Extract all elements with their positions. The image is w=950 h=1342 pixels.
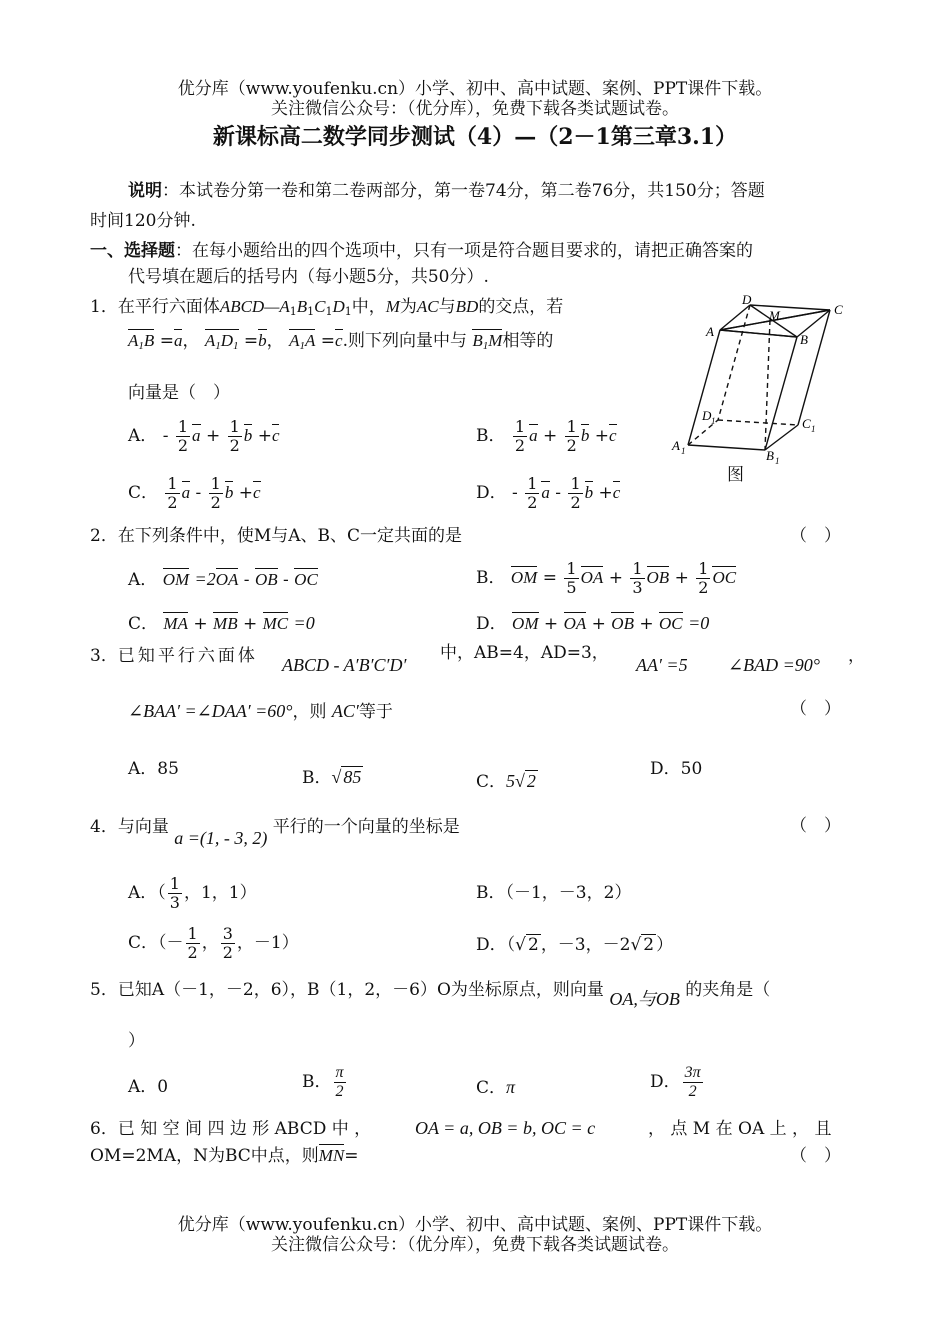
q1-sub: 1 [344, 305, 352, 318]
radicand: 2 [643, 935, 655, 955]
parallelepiped-figure [660, 290, 860, 490]
fraction [565, 418, 579, 455]
edge [720, 305, 750, 330]
q3-line-1 [90, 645, 258, 667]
vector-a: a [192, 426, 201, 445]
q1-bd: BD [455, 297, 479, 316]
q3-ac: AC′ [331, 701, 359, 721]
vec-sub: 1 [233, 340, 239, 352]
vector-a: a [529, 426, 538, 445]
vector-a: a [541, 483, 550, 502]
vector-mb: MB [213, 614, 238, 633]
q1-line-1 [90, 296, 563, 323]
coefficient: 5 [506, 771, 516, 791]
edge [750, 305, 830, 310]
plus-sign: + [205, 426, 221, 446]
label-a1: A [672, 438, 680, 453]
q2-stem [90, 525, 462, 547]
fraction [564, 560, 578, 597]
vector-oc: OC [659, 614, 683, 633]
q1-option-c [128, 475, 261, 512]
vector-oc: OC [712, 568, 737, 587]
edge [765, 425, 798, 450]
q6-stem-c: OM=2MA，N为BC中点，则 [90, 1146, 319, 1166]
denominator: 2 [570, 493, 581, 512]
vector-b: b [243, 426, 253, 445]
fraction [513, 418, 527, 455]
vec-part: A [304, 331, 316, 350]
hidden-edge [765, 320, 770, 450]
vector-a1d1 [205, 329, 239, 350]
denominator: 3 [169, 893, 180, 912]
option-label: A． [128, 570, 158, 590]
numerator: 1 [527, 474, 538, 493]
intro-text-1: ：本试卷分第一卷和第二卷两部分，第一卷74分，第二卷76分，共150分；答题 [162, 181, 765, 201]
q1-option-b [476, 418, 617, 455]
vector-b: b [584, 483, 594, 502]
minus-sign: - [555, 483, 562, 503]
vector-a: a [181, 483, 191, 502]
option-end: ） [656, 935, 674, 955]
q1-line-2 [128, 330, 553, 357]
sqrt: √ 2 [515, 935, 539, 955]
equals: = [159, 331, 174, 351]
q4-option-b: B．（－1，－3，2） [476, 883, 632, 903]
q5-close: ） [128, 1031, 145, 1051]
header-line-2: 关注微信公众号：（优分库），免费下载各类试题试卷。 [271, 99, 679, 119]
minus-sign: - [162, 426, 169, 446]
label-b1-sub: 1 [775, 456, 780, 466]
equals-two: =2 [194, 569, 216, 589]
radicand: 2 [527, 935, 539, 955]
q1-option-a [128, 418, 279, 455]
q2-answer-paren: （ ） [790, 526, 841, 546]
vector-ob: OB [254, 570, 278, 589]
q1-solid: ABCD—A [219, 297, 290, 316]
option-label: D．（ [476, 935, 516, 955]
q3-angle-bad: ∠BAD =90° [728, 655, 820, 675]
vec-part: B [143, 331, 155, 350]
edge [765, 337, 797, 450]
equals: = [243, 331, 259, 351]
fraction [176, 418, 190, 455]
q1-option-d [476, 475, 620, 512]
q1-sub: 1 [325, 305, 333, 318]
vec-sub: 1 [299, 340, 305, 352]
numerator: 3π [684, 1064, 701, 1081]
option-mid: ，－3，－2 [540, 935, 631, 955]
numerator: 1 [632, 559, 643, 578]
q3-angle-baa: ∠BAA′ =∠DAA′ =60° [128, 701, 293, 721]
q6-answer-paren: （ ） [790, 1146, 841, 1166]
vector-mn: MN [318, 1146, 345, 1165]
denominator: 2 [688, 1083, 697, 1100]
q1-line-3: 向量是（ ） [128, 383, 230, 403]
q1-solid-c: C [314, 297, 326, 316]
vec-part: B [472, 331, 483, 350]
q1-stem-f: .则下列向量中与 [342, 331, 467, 351]
plus-sign: + [608, 568, 623, 588]
numerator: 1 [169, 874, 180, 893]
vec-sub: 1 [138, 340, 144, 352]
fraction [186, 925, 200, 962]
q3-option-a: A．85 [128, 759, 179, 779]
fraction [525, 475, 539, 512]
fraction [630, 560, 644, 597]
vector-c: c [335, 331, 343, 350]
q3-answer-paren: （ ） [790, 699, 841, 719]
q1-solid-d: D [332, 297, 345, 316]
option-label: B． [302, 768, 332, 788]
intro-line-2: 时间120分钟. [90, 211, 196, 231]
numerator: 1 [566, 559, 577, 578]
vector-c: c [253, 483, 261, 502]
option-label: D． [650, 1072, 681, 1092]
vector-om: OM [510, 568, 538, 587]
fraction [165, 475, 179, 512]
vec-sub: 1 [215, 340, 221, 352]
fraction [568, 475, 582, 512]
denominator: 2 [167, 493, 178, 512]
q4-stem-a: 与向量 [117, 817, 169, 837]
label-c: C [834, 302, 843, 317]
q1-m: M [385, 297, 400, 316]
fraction [221, 925, 235, 962]
vec-part: D [220, 331, 234, 350]
q3-comma: ， [848, 646, 865, 666]
numerator: 1 [514, 417, 526, 436]
vec-part: A [204, 331, 216, 350]
q2-number: 2． [90, 526, 118, 546]
hidden-edge [718, 305, 750, 420]
q5-option-a: A．0 [128, 1077, 169, 1097]
header-line-1: 优分库（www.youfenku.cn）小学、初中、高中试题、案例、PPT课件下载。 [177, 79, 773, 99]
sqrt: √ 2 [630, 935, 655, 955]
q3-number: 3． [90, 646, 118, 666]
section-label: 一、选择题 [90, 241, 175, 261]
plus-sign: + [543, 614, 559, 634]
q3-line-2 [128, 700, 393, 723]
q4-option-c [128, 925, 299, 962]
vector-c: c [271, 426, 280, 445]
q1-number: 1． [90, 297, 118, 317]
q4-answer-paren: （ ） [790, 816, 841, 836]
option-label: D． [476, 483, 507, 503]
vector-b1m [472, 329, 502, 350]
vector-ob: OB [646, 568, 670, 587]
plus-sign: + [193, 614, 208, 634]
fraction [228, 418, 242, 455]
q1-stem-d: 与 [438, 297, 456, 317]
fraction [696, 560, 710, 597]
intro-label: 说明 [128, 181, 162, 201]
option-label: A．（ [128, 883, 166, 903]
label-c1: C [802, 416, 811, 431]
minus-sign: - [243, 570, 250, 590]
q4-vector: a =(1, - 3, 2) [174, 828, 268, 848]
section-line-1 [90, 240, 753, 262]
numerator: 1 [570, 474, 581, 493]
equals: = [320, 331, 336, 351]
figure-caption: 图 [727, 465, 744, 485]
q3-stem-c: ，则 [292, 702, 327, 722]
footer-line-1: 优分库（www.youfenku.cn）小学、初中、高中试题、案例、PPT课件下载。 [177, 1215, 773, 1235]
option-rest: ，－1） [236, 933, 299, 953]
equals: = [344, 1146, 359, 1166]
option-label: C． [128, 483, 159, 503]
vec-part: A [289, 331, 300, 350]
radicand: 85 [343, 767, 362, 787]
denominator: 2 [210, 493, 221, 512]
option-rest: ，1，1） [183, 883, 257, 903]
option-label: C．（－ [128, 933, 184, 953]
vector-b: b [258, 331, 267, 350]
q5-stem-b: 的夹角是（ [685, 980, 771, 1000]
comma: ， [201, 933, 219, 953]
edge [798, 310, 830, 425]
q5-vectors: OA,与OB [609, 989, 680, 1009]
q4-option-d [476, 934, 673, 956]
equals-zero-vector: =0 [688, 613, 710, 633]
vec-part: M [488, 331, 503, 350]
numerator: 1 [210, 474, 221, 493]
vector-oa: OA [580, 568, 604, 587]
option-label: B． [302, 1072, 332, 1092]
vector-a: a [173, 331, 183, 350]
denominator: 2 [527, 493, 538, 512]
pi: π [506, 1077, 516, 1097]
equals-zero-vector: =0 [293, 613, 315, 633]
plus-sign: + [594, 426, 609, 446]
q3-aa: AA′ =5 [636, 655, 688, 675]
comma: ， [266, 331, 284, 351]
q6-stem-b: ， 点 M 在 OA 上 ， 且 [648, 1119, 832, 1139]
vector-ma: MA [163, 614, 188, 633]
plus-sign: + [238, 483, 254, 503]
vec-sub: 1 [482, 340, 489, 352]
plus-sign: + [591, 614, 606, 634]
vec-part: A [128, 331, 139, 350]
denominator: 2 [177, 436, 189, 455]
denominator: 2 [566, 436, 577, 455]
q5-stem [90, 978, 771, 1009]
q5-option-b [302, 1064, 348, 1101]
numerator: 1 [177, 417, 189, 436]
denominator: 2 [514, 436, 526, 455]
label-d1-sub: 1 [711, 416, 716, 426]
q2-option-d [476, 612, 709, 635]
edge [688, 445, 765, 450]
option-label: B． [476, 568, 506, 588]
q1-stem-a: 在平行六面体 [117, 297, 220, 317]
q1-sub: 1 [307, 305, 315, 318]
equals: = [542, 568, 558, 588]
radicand: 2 [526, 771, 536, 791]
q5-number: 5． [90, 980, 118, 1000]
intro-line-1 [128, 180, 765, 202]
option-label: D． [476, 614, 507, 634]
vector-oa: OA [563, 614, 587, 633]
plus-sign: + [257, 426, 272, 446]
vector-oc: OC [294, 570, 318, 589]
q3-solid: ABCD - A′B′C′D′ [282, 655, 407, 675]
numerator: π [335, 1064, 344, 1081]
fraction [683, 1064, 703, 1101]
sqrt: 5√ 2 [506, 771, 536, 791]
vector-c: c [609, 426, 617, 445]
label-b1: B [766, 448, 774, 463]
q1-ac: AC [416, 297, 439, 316]
q3-stem-a: 已知平行六面体 [117, 646, 258, 666]
plus-sign: + [543, 426, 558, 446]
q2-option-c [128, 612, 315, 635]
comma: ， [182, 331, 200, 351]
q6-number: 6． [90, 1119, 118, 1139]
q4-stem-b: 平行的一个向量的坐标是 [272, 817, 460, 837]
q1-stem-b: 中， [351, 297, 386, 317]
edge [688, 330, 720, 445]
vector-oa: OA [215, 570, 239, 589]
numerator: 1 [187, 924, 198, 943]
vector-a1b [128, 329, 154, 350]
denominator: 2 [229, 436, 240, 455]
label-c1-sub: 1 [811, 424, 816, 434]
minus-sign: - [512, 483, 518, 503]
denominator: 3 [632, 578, 643, 597]
fraction [209, 475, 223, 512]
vector-c: c [612, 483, 621, 502]
q1-solid-b: B [296, 297, 308, 316]
fraction [334, 1064, 346, 1101]
numerator: 1 [698, 559, 709, 578]
q4-option-a [128, 875, 257, 912]
label-a1-sub: 1 [681, 446, 686, 456]
plus-sign: + [674, 568, 689, 588]
q5-option-c [476, 1076, 515, 1099]
q1-stem-e: 的交点，若 [478, 297, 564, 317]
denominator: 2 [187, 943, 198, 962]
footer-line-2: 关注微信公众号：（优分库），免费下载各类试题试卷。 [271, 1235, 679, 1255]
label-d: D [742, 292, 752, 307]
q1-stem-c: 为 [399, 297, 417, 317]
option-label: C． [476, 772, 507, 792]
q4-number: 4． [90, 817, 118, 837]
edge [720, 330, 797, 337]
section-text-1: ：在每小题给出的四个选项中，只有一项是符合题目要求的，请把正确答案的 [175, 241, 753, 261]
q6-line-1 [90, 1118, 371, 1140]
q3-stem-d: 等于 [358, 702, 393, 722]
option-label: A． [128, 426, 158, 446]
q2-option-a [128, 568, 318, 591]
page-title: 新课标高二数学同步测试（4）—（2－1第三章3.1） [212, 124, 738, 150]
sqrt: √ 85 [331, 767, 362, 787]
vector-om: OM [162, 570, 190, 589]
q3-option-c [476, 758, 538, 793]
numerator: 3 [222, 924, 233, 943]
denominator: 2 [698, 578, 709, 597]
vector-b: b [224, 483, 234, 502]
vector-b: b [580, 426, 590, 445]
numerator: 1 [229, 417, 240, 436]
label-a: A [706, 324, 714, 339]
hidden-edge [718, 420, 798, 425]
vector-om: OM [512, 614, 539, 633]
q1-stem-g: 相等的 [502, 331, 554, 351]
plus-sign: + [598, 483, 613, 503]
fraction [168, 875, 182, 912]
option-label: B． [476, 426, 506, 446]
q5-stem-text: 已知A（－1，－2，6），B（1，2，－6）O为坐标原点，则向量 [117, 980, 604, 1000]
plus-sign: + [639, 614, 654, 634]
option-label: C． [476, 1078, 507, 1098]
q3-option-b [302, 758, 363, 789]
q3-option-d: D．50 [650, 759, 703, 779]
vector-a1a [289, 329, 315, 350]
q6-vectors: OA = a, OB = b, OC = c [415, 1118, 596, 1138]
q4-stem [90, 815, 460, 848]
label-m: M [769, 308, 780, 323]
denominator: 2 [335, 1083, 344, 1100]
option-label: C． [128, 614, 159, 634]
label-b: B [800, 332, 808, 347]
denominator: 2 [222, 943, 233, 962]
plus-sign: + [242, 614, 258, 634]
vector-ob: OB [611, 614, 634, 633]
q1-sub: 1 [289, 305, 297, 318]
section-line-2: 代号填在题后的括号内（每小题5分，共50分）. [128, 267, 489, 287]
numerator: 1 [167, 474, 178, 493]
vector-mc: MC [262, 614, 289, 633]
q5-option-d [650, 1064, 705, 1101]
q6-line-2 [90, 1145, 359, 1167]
q2-stem-text: 在下列条件中，使M与A、B、C一定共面的是 [117, 526, 463, 546]
q6-stem-a: 已 知 空 间 四 边 形 ABCD 中 ， [117, 1119, 372, 1139]
q2-option-b [476, 560, 736, 597]
q3-stem-b: 中，AB=4，AD=3， [440, 643, 609, 663]
numerator: 1 [566, 417, 577, 436]
minus-sign: - [283, 570, 289, 590]
denominator: 5 [566, 578, 577, 597]
minus-sign: - [195, 483, 202, 503]
label-d1: D [702, 408, 712, 423]
